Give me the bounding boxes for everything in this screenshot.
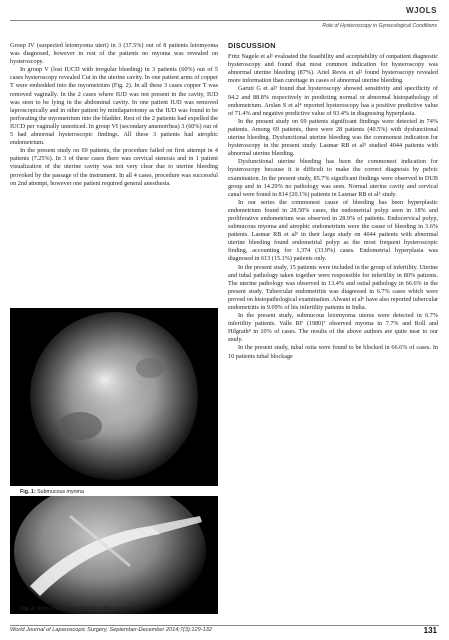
- footer-journal: World Journal of Laparoscopic Surgery, September-December 2014;7(3):129-132: [10, 627, 212, 633]
- header-rule: [10, 20, 439, 21]
- figure-2-caption: Fig. 2: Arms of IUD embedded into the myometrium: [20, 606, 142, 612]
- section-heading: DISCUSSION: [228, 41, 276, 50]
- figure-1-image: [10, 308, 218, 486]
- figure-1-caption: Fig. 1: Submucous myoma: [20, 489, 84, 495]
- paragraph: Fritz Nagele et al¹ evaluated the feasibility and acceptability of outpatient diagnostic hysteroscopy and found that most common indication for hysteroscopy was abnormal uterine bleeding (87%). Ariel Revis et al² found hysteroscopy revealed more information than curettage in cases of abnormal uterine bleeding.: [228, 53, 438, 85]
- paragraph: In the present study, 15 patients were included in the group of infertility. Uterine and tubal pathology taken together were responsible for infertility in 80% patients. The uterine pathology was observed in 13.4% and ostial pathology in 66.6% in the present study. Tubercular endometritis was diagnosed in 6.7% cases which were proved on histopathological examination. Alwani et al⁶ have also reported tubercular endometritis in 9.09% of his infertility patients in India.: [228, 263, 438, 311]
- paragraph: In the present study on 69 patients significant findings were detected in 74% patients. Among 69 patients, there were 28 patients (40.5%) with dysfunctional uterine bleeding. Dysfunctional uterine bleeding was the commonest indication for hysteroscopy in the present study. Lasmar RB et al⁵ studied 4044 patients with abnormal uterine bleeding.: [228, 117, 438, 158]
- footer-rule: [10, 625, 439, 626]
- journal-brand: WJOLS: [406, 6, 437, 15]
- paragraph: In group V (lost IUCD with irregular bleeding) in 3 patients (60%) out of 5 cases hysteroscopy revealed Cut in the uterine cavity. In one patient arms of copper T were embedded into the myometrium (Fig. 2). In all these 3 cases copper T was removed vaginally. In the 2 cases where IUD was not present in the cavity, IUD was seen to be lying in the abdominal cavity. In one patient IUD was removed laproscopically and in other patient by minilaparotomy as the IUD was found to be perforating the myometrium into the bladder. Rest of the 2 patients had expelled the IUCD per vaginally unnoticed. In group VI (secondary amenorrhea) 3 (60%) out of 5 had abnormal hysteroscopic findings. All these 3 patients had atrophic endometrium.: [10, 66, 218, 147]
- paragraph: In our series the commonest cause of bleeding has been hyperplastic endometrium found in 28.50% cases, the endometrial polyp seen in 18% and proliferative endometrium was observed in 28.9% of patients. Endocervical polyp, submucous myoma and atrophic endometrium were the cause of bleeding in 3.6% patients. Lasmar RB et al⁵ in their large study on 4044 patients with abnormal uterine bleeding found endometrial polyp as the most frequent hysteroscopic finding, accounting for 1,374 (33.9%) cases. Endometrial hyperplasia was diagnosed in 613 (15.1%) patients only.: [228, 198, 438, 263]
- paragraph: Garuti G et al³ found that hysteroscopy showed sensitivity and specificity of 94.2 and 88.8% respectively in predicting normal or abnormal histopathology of endometrium. Arslan S et al⁴ reported hysteroscopy has a positive predictive value of 71.4% and negative predictive value of 93.4% in diagnosing hyperplasia.: [228, 85, 438, 117]
- figure-2-image: [10, 496, 218, 614]
- right-column: [228, 42, 438, 361]
- page-number: 131: [423, 626, 437, 635]
- paragraph: Group IV (suspected leiomyoma uteri) in 3 (37.5%) out of 8 patients leiomyoma was diagnosed, however in rest of the patients no myoma was revealed on hysteroscopy.: [10, 42, 218, 66]
- paragraph: In the present study, submucous leiomyoma uterus were detected in 6.7% infertility patients. Valle RF (1980)⁷ observed myoma in 7.7% and Roll and Hilgrath⁸ in 10% of cases. The results of the above authors are quite near to our study.: [228, 312, 438, 344]
- paragraph: Dysfunctional uterine bleeding has been the commonest indication for hysteroscopy because it is difficult to make the correct diagnosis by pelvic examination. In the present study, 85.7% significant findings were observed in DUB group and in 14.29% no pathology was seen. Normal uterine cavity and cervical canal were found in 814 (20.1%) patients in Lasmar RB et al⁵ study.: [228, 158, 438, 198]
- paragraph: In the present study, tubal ostia were found to be blocked in 66.6% of cases. In 10 patients tubal blockage: [228, 344, 438, 360]
- left-column: [10, 42, 218, 188]
- running-title: Role of Hysteroscopy in Gynecological Conditions: [322, 23, 437, 29]
- paragraph: In the present study on 69 patients, the procedure failed on first attempt in 4 patients (7.25%). In 3 of these cases there was cervical stenosis and in 1 patient visualization of the uterine cavity was not very clear due to uterine bleeding provoked by the passage of the instrument. In all 4 cases, procedure was successful on 2nd attempt, however one patient required general anesthesia.: [10, 147, 218, 187]
